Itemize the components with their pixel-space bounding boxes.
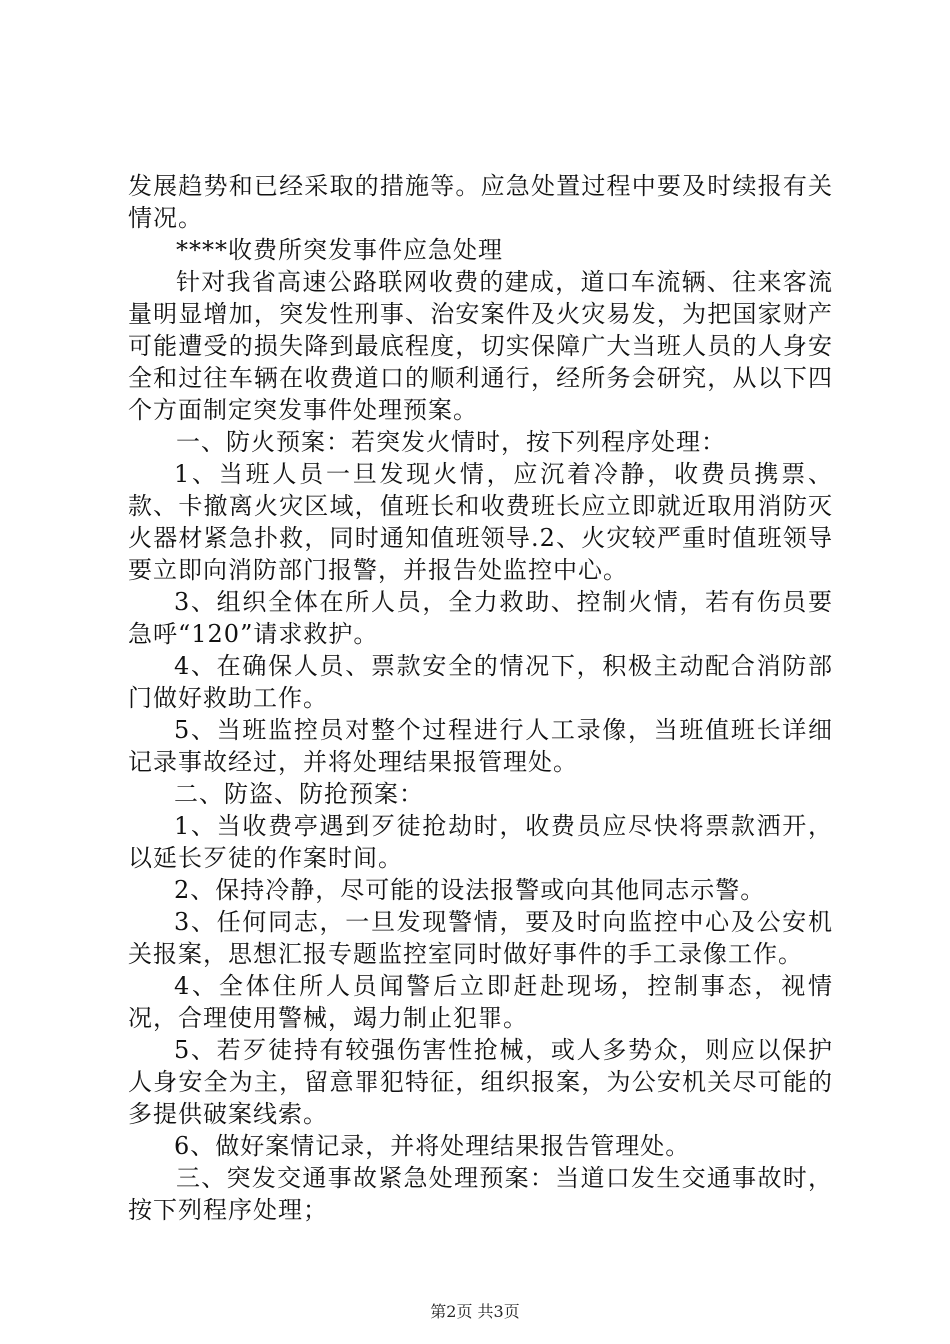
paragraph-continuation: 发展趋势和已经采取的措施等。应急处置过程中要及时续报有关情况。: [128, 172, 833, 232]
heading-fire-plan: 一、防火预案：若突发火情时，按下列程序处理：: [176, 428, 726, 456]
theft-item-6: 6、做好案情记录，并将处理结果报告管理处。: [174, 1132, 691, 1160]
fire-item-4: 4、在确保人员、票款安全的情况下，积极主动配合消防部门做好救助工作。: [128, 652, 833, 712]
heading-theft-plan: 二、防盗、防抢预案：: [174, 780, 424, 808]
document-body: [128, 170, 833, 1226]
heading-traffic-plan: 三、突发交通事故紧急处理预案：当道口发生交通事故时，按下列程序处理；: [128, 1164, 833, 1224]
theft-item-3: 3、任何同志，一旦发现警情，要及时向监控中心及公安机关报案，思想汇报专题监控室同时做好事件的手工录像工作。: [128, 908, 833, 968]
theft-item-5: 5、若歹徒持有较强伤害性抢械，或人多势众，则应以保护人身安全为主，留意罪犯特征，组织报案，为公安机关尽可能的多提供破案线索。: [128, 1036, 833, 1128]
page-number-footer: 第2页 共3页: [430, 1302, 520, 1321]
theft-item-1: 1、当收费亭遇到歹徒抢劫时，收费员应尽快将票款洒开，以延长歹徒的作案时间。: [128, 812, 833, 872]
section-title: ****收费所突发事件应急处理: [176, 236, 503, 264]
theft-item-2: 2、保持冷静，尽可能的设法报警或向其他同志示警。: [174, 876, 766, 904]
fire-item-3: 3、组织全体在所人员，全力救助、控制火情，若有伤员要急呼“120”请求救护。: [128, 588, 833, 648]
theft-item-4: 4、全体住所人员闻警后立即赶赴现场，控制事态，视情况，合理使用警械，竭力制止犯罪。: [128, 972, 833, 1032]
paragraph-intro: 针对我省高速公路联网收费的建成，道口车流辆、往来客流量明显增加，突发性刑事、治安案件及火灾易发，为把国家财产可能遭受的损失降到最底程度，切实保障广大当班人员的人身安全和过往车辆在收费道口的顺利通行，经所务会研究，从以下四个方面制定突发事件处理预案。: [128, 268, 833, 424]
fire-item-5: 5、当班监控员对整个过程进行人工录像，当班值班长详细记录事故经过，并将处理结果报管理处。: [128, 716, 833, 776]
fire-item-1: 1、当班人员一旦发现火情，应沉着冷静，收费员携票、款、卡撤离火灾区域，值班长和收费班长应立即就近取用消防灭火器材紧急扑救，同时通知值班领导.2、火灾较严重时值班领导要立即向消防部门报警，并报告处监控中心。: [128, 460, 833, 584]
